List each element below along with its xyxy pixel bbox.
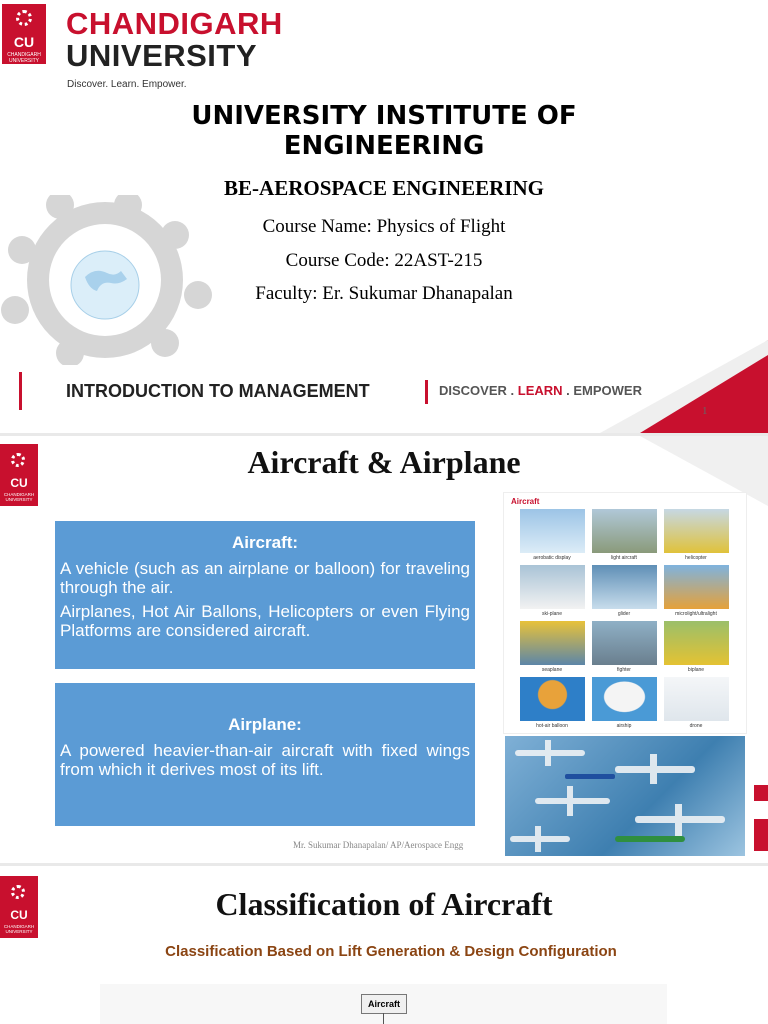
diagram-connector [383, 1013, 384, 1024]
drone-image [664, 677, 729, 721]
motto-discover: DISCOVER . [439, 383, 518, 398]
airplane-definition: A powered heavier-than-air aircraft with fixed wings from which it derives most of its lift. [60, 741, 470, 779]
title-slide [0, 0, 768, 433]
airplane-definition-box [55, 683, 475, 826]
gallery-caption: light aircraft [611, 555, 637, 561]
brand-tagline: Discover. Learn. Empower. [67, 79, 187, 90]
aircraft-airplane-slide [0, 436, 768, 863]
airship-image [592, 677, 657, 721]
helicopter-image [664, 509, 729, 553]
biplane-image [664, 621, 729, 665]
footer-accent-bar [19, 372, 22, 410]
ski-plane-image [520, 565, 585, 609]
airplane-icon [505, 736, 745, 856]
aircraft-definition: A vehicle (such as an airplane or balloon) for traveling through the air. [60, 559, 470, 597]
aircraft-heading: Aircraft: [231, 533, 299, 552]
airliners-collage-image [505, 736, 745, 856]
gallery-title: Aircraft [511, 497, 540, 506]
glider-image [592, 565, 657, 609]
footer-motto [439, 383, 642, 398]
footer-divider [425, 380, 428, 404]
course-name: Course Name: Physics of Flight [262, 216, 506, 237]
diagram-root-node: Aircraft [361, 994, 407, 1014]
seaplane-image [520, 621, 585, 665]
brand-line2: UNIVERSITY [66, 38, 258, 73]
footer-course-title: INTRODUCTION TO MANAGEMENT [66, 381, 370, 401]
gallery-caption: glider [617, 611, 631, 617]
page-number: 1 [702, 405, 708, 417]
gallery-caption: fighter [617, 667, 631, 673]
motto-empower: . EMPOWER [562, 383, 642, 398]
aircraft-definition-box [55, 521, 475, 669]
slide-subtitle: Classification Based on Lift Generation & Design Configuration [165, 943, 617, 960]
institute-line1: UNIVERSITY INSTITUTE OF [191, 101, 577, 131]
classification-slide [0, 866, 768, 1024]
gallery-caption: helicopter [685, 555, 707, 561]
brand-line1: CHANDIGARH [66, 6, 283, 41]
gallery-caption: airship [616, 723, 632, 729]
logo-cu-text: CU [10, 476, 28, 490]
fighter-image [592, 621, 657, 665]
slide-credit: Mr. Sukumar Dhanapalan/ AP/Aerospace Engg [293, 840, 464, 850]
hot-air-balloon-image [520, 677, 585, 721]
course-code: Course Code: 22AST-215 [285, 250, 483, 271]
aircraft-types-gallery [503, 492, 747, 734]
gallery-caption: seaplane [541, 667, 563, 673]
logo-cu-text: CU [10, 908, 28, 922]
microlight-image [664, 565, 729, 609]
gallery-caption: hot-air balloon [536, 723, 568, 729]
gallery-caption: microlight/ultralight [675, 611, 717, 617]
edge-accent [754, 785, 768, 801]
gallery-caption: biplane [687, 667, 705, 673]
gallery-caption: aerobatic display [533, 555, 571, 561]
motto-learn: LEARN [517, 383, 563, 398]
corner-decoration [0, 0, 768, 433]
gallery-caption: drone [689, 723, 703, 729]
slide-title: Aircraft & Airplane [247, 444, 521, 480]
logo-caption: CHANDIGARH UNIVERSITY [3, 492, 35, 502]
aerobatic-display-image [520, 509, 585, 553]
program-name: BE-AEROSPACE ENGINEERING [224, 176, 544, 200]
faculty-name: Faculty: Er. Sukumar Dhanapalan [255, 283, 513, 304]
edge-accent [754, 819, 768, 851]
gallery-caption: ski-plane [541, 611, 562, 617]
logo-caption: CHANDIGARH UNIVERSITY [7, 52, 41, 64]
logo-cu-text: CU [13, 34, 35, 50]
institute-line2: ENGINEERING [283, 131, 485, 161]
light-aircraft-image [592, 509, 657, 553]
airplane-heading: Airplane: [228, 715, 302, 734]
slide-title: Classification of Aircraft [215, 886, 553, 922]
logo-caption: CHANDIGARH UNIVERSITY [3, 924, 35, 934]
aircraft-examples: Airplanes, Hot Air Ballons, Helicopters or even Flying Platforms are considered aircraft. [60, 602, 470, 640]
